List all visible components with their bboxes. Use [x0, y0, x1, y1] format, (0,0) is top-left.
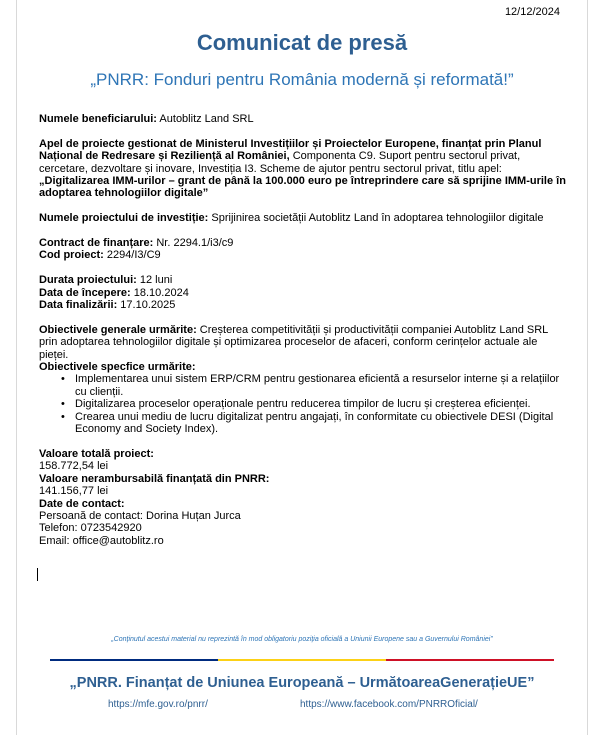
flag-stripe-yellow	[218, 659, 386, 661]
total-value: 158.772,54 lei	[39, 460, 109, 473]
project-code-line: Cod proiect: 2294/I3/C9	[39, 249, 161, 262]
link-mfe[interactable]: https://mfe.gov.ro/pnrr/	[108, 699, 208, 710]
list-item: • Digitalizarea proceselor operaționale pentru reducerea timpilor de lucru și creșterea eficienței.	[63, 398, 567, 410]
specific-objectives-list	[39, 373, 567, 435]
total-value-label: Valoare totală proiect:	[39, 447, 154, 460]
duration-line: Durata proiectului: 12 luni	[39, 274, 173, 287]
contact-phone: Telefon: 0723542920	[39, 522, 142, 535]
call-paragraph: Apel de proiecte gestionat de Ministerul Investițiilor și Proiectelor Europene, finanțat prin Planul Național de Redresare și Reziliență al României, Componenta C9. Suport pentru sectorul privat, cercetare, dezvoltare și inovare, Investiția I3. Scheme de ajutor pentru sectorul privat, titlu apel: „Digitalizarea IMM-urilor – grant de până la 100.000 euro pe întreprindere care să sprijine IMM-urile în adoptarea tehnologiilor digitale”	[39, 137, 566, 200]
flag-color-line	[50, 659, 554, 661]
document-body[interactable]	[39, 113, 567, 547]
list-item: • Implementarea unui sistem ERP/CRM pentru gestionarea eficientă a resurselor interne și a relațiilor cu clienții.	[63, 373, 567, 398]
page-margin-left	[16, 0, 17, 735]
contact-email: Email: office@autoblitz.ro	[39, 534, 164, 547]
text-cursor	[37, 568, 38, 581]
project-name-line: Numele proiectului de investiție: Sprijinirea societății Autoblitz Land în adoptarea tehnologiilor digitale	[39, 212, 544, 225]
contact-person: Persoană de contact: Dorina Huțan Jurca	[39, 509, 241, 522]
beneficiary-line: Numele beneficiarului: Autoblitz Land SRL	[39, 113, 254, 125]
date-text: 12/12/2024	[504, 6, 560, 18]
flag-stripe-blue	[50, 659, 218, 661]
link-facebook[interactable]: https://www.facebook.com/PNRROficial/	[300, 699, 478, 710]
grant-value-label: Valoare nerambursabilă finanțată din PNRR:	[39, 472, 270, 485]
page-title: Comunicat de presă	[196, 30, 408, 55]
start-date-line: Data de începere: 18.10.2024	[39, 286, 189, 299]
grant-value: 141.156,77 lei	[39, 485, 109, 498]
footer-slogan: „PNRR. Finanțat de Uniunea Europeană – UrmătoareaGenerațieUE”	[69, 675, 535, 691]
end-date-line: Data finalizării: 17.10.2025	[39, 299, 176, 312]
page-margin-right	[587, 0, 588, 735]
flag-stripe-red	[386, 659, 554, 661]
specific-objectives-label: Obiectivele specfice urmărite:	[39, 361, 196, 374]
list-item: • Crearea unui mediu de lucru digitalizat pentru angajați, în conformitate cu obiectivele DESI (Digital Economy and Society Index).	[63, 411, 567, 436]
general-objectives: Obiectivele generale urmărite: Creșterea competitivității și productivității companiei Autoblitz Land SRL prin adoptarea tehnologiilor digitale și optimizarea proceselor de afaceri, conform cerințelor actuale ale pieței.	[39, 323, 548, 361]
page-subtitle: „PNRR: Fonduri pentru România modernă și reformată!”	[90, 70, 514, 89]
footer-disclaimer: „Conținutul acestui material nu reprezintă în mod obligatoriu poziția oficială a Uniunii Europene sau a Guvernului României”	[111, 636, 493, 643]
contract-line: Contract de finanțare: Nr. 2294.1/i3/c9	[39, 237, 234, 250]
contact-label: Date de contact:	[39, 497, 125, 510]
